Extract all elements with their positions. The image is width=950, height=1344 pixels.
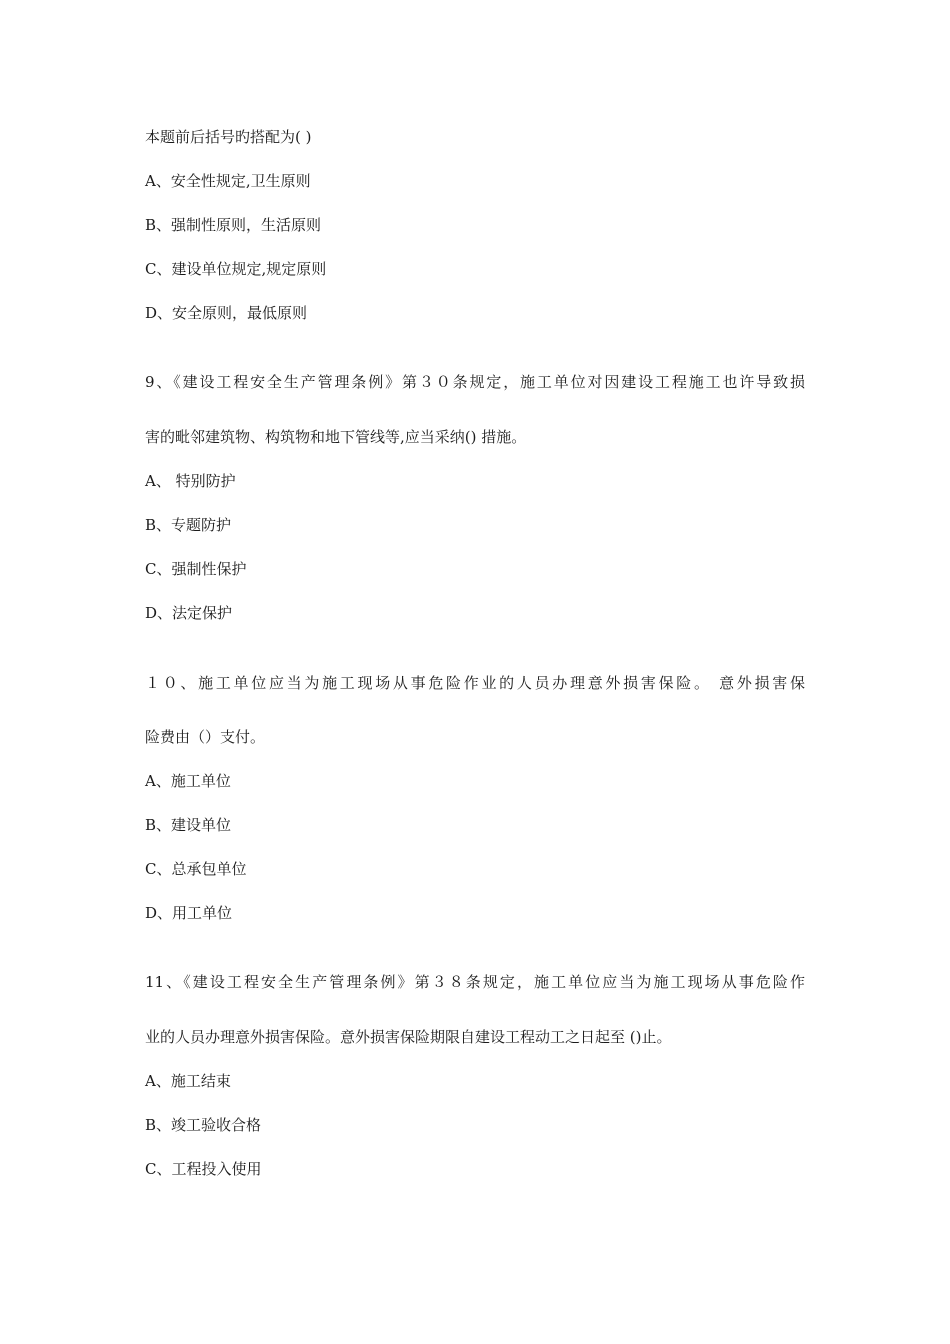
question-11-option-a: A、施工结束 bbox=[145, 1072, 231, 1090]
question-8-option-a: A、安全性规定,卫生原则 bbox=[145, 172, 311, 190]
question-8-stem: 本题前后括号旳搭配为( ) bbox=[145, 128, 312, 146]
question-8-option-c: C、建设单位规定,规定原则 bbox=[145, 260, 327, 278]
question-11-stem-line-2: 业的人员办理意外损害保险。意外损害保险期限自建设工程动工之日起至 ()止。 bbox=[145, 1028, 672, 1046]
question-9-option-a: A、 特别防护 bbox=[145, 472, 236, 490]
question-11-option-b: B、竣工验收合格 bbox=[145, 1116, 262, 1134]
question-10-stem-line-2: 险费由（）支付。 bbox=[145, 728, 266, 746]
question-11-stem-line-1: 11、《建设工程安全生产管理条例》第３８条规定，施工单位应当为施工现场从事危险作 bbox=[145, 973, 805, 991]
question-9-option-d: D、法定保护 bbox=[145, 604, 233, 622]
question-10-option-c: C、总承包单位 bbox=[145, 860, 247, 878]
question-9-option-b: B、专题防护 bbox=[145, 516, 232, 534]
question-8-option-b: B、强制性原则，生活原则 bbox=[145, 216, 322, 234]
question-10-option-d: D、用工单位 bbox=[145, 904, 233, 922]
question-10-option-b: B、建设单位 bbox=[145, 816, 232, 834]
question-9-stem-line-2: 害的毗邻建筑物、构筑物和地下管线等,应当采纳() 措施。 bbox=[145, 428, 527, 446]
question-10-stem-line-1: １０、施工单位应当为施工现场从事危险作业的人员办理意外损害保险。 意外损害保 bbox=[145, 674, 805, 692]
question-9-stem-line-1: 9、《建设工程安全生产管理条例》第３０条规定，施工单位对因建设工程施工也许导致损 bbox=[145, 373, 805, 391]
question-8-option-d: D、安全原则，最低原则 bbox=[145, 304, 308, 322]
question-9-option-c: C、强制性保护 bbox=[145, 560, 247, 578]
question-10-option-a: A、施工单位 bbox=[145, 772, 231, 790]
question-11-option-c: C、工程投入使用 bbox=[145, 1160, 262, 1178]
